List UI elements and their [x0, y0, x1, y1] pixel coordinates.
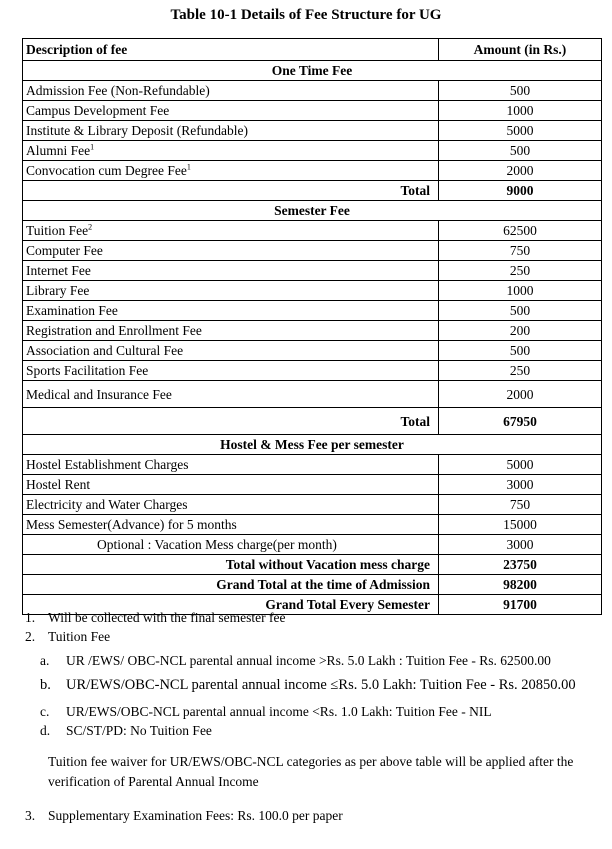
table-row: [23, 261, 602, 281]
fee-amount: 750: [439, 495, 602, 515]
total-amount: 23750: [439, 555, 602, 575]
sub-letter: b.: [40, 677, 51, 693]
sub-text: SC/ST/PD: No Tuition Fee: [66, 723, 212, 738]
note-number: 2.: [25, 629, 36, 644]
fee-amount: 1000: [439, 101, 602, 121]
fee-structure-table: [22, 38, 602, 615]
table-row: [23, 341, 602, 361]
table-row: [23, 321, 602, 341]
note-number: 1.: [25, 610, 36, 625]
fee-amount: 500: [439, 81, 602, 101]
fee-label: Association and Cultural Fee: [23, 341, 439, 361]
note-2a: [22, 651, 607, 670]
fee-label: Electricity and Water Charges: [23, 495, 439, 515]
fee-label: Medical and Insurance Fee: [23, 381, 439, 408]
fee-amount: 200: [439, 321, 602, 341]
fee-label: Admission Fee (Non-Refundable): [23, 81, 439, 101]
sub-text: UR /EWS/ OBC-NCL parental annual income >Rs. 5.0 Lakh : Tuition Fee - Rs. 62500.00: [66, 653, 551, 668]
fee-label: Tuition Fee: [26, 223, 89, 238]
fee-label-cell: [23, 161, 439, 181]
fee-label: Internet Fee: [23, 261, 439, 281]
table-row: [23, 281, 602, 301]
optional-amount: 3000: [439, 535, 602, 555]
section-heading-row: [23, 61, 602, 81]
one-time-fee-heading: One Time Fee: [23, 61, 602, 81]
sub-text: UR/EWS/OBC-NCL parental annual income ≤Rs. 5.0 Lakh: Tuition Fee - Rs. 20850.00: [66, 677, 576, 693]
fee-label-cell: [23, 141, 439, 161]
fee-label: Registration and Enrollment Fee: [23, 321, 439, 341]
amount-header: Amount (in Rs.): [439, 39, 602, 61]
fee-amount: 250: [439, 361, 602, 381]
table-row: [23, 221, 602, 241]
note-3: [22, 806, 607, 825]
table-row: [23, 161, 602, 181]
fee-label-cell: [23, 221, 439, 241]
fee-amount: 5000: [439, 121, 602, 141]
table-title: Table 10-1 Details of Fee Structure for UG: [170, 7, 442, 23]
fee-amount: 500: [439, 141, 602, 161]
sub-text: UR/EWS/OBC-NCL parental annual income <Rs. 1.0 Lakh: Tuition Fee - NIL: [66, 704, 492, 719]
fee-label: Library Fee: [23, 281, 439, 301]
note-number: 3.: [25, 808, 36, 823]
note-2c: [22, 702, 607, 721]
total-amount: 9000: [439, 181, 602, 201]
fee-label: Examination Fee: [23, 301, 439, 321]
fee-amount: 750: [439, 241, 602, 261]
fee-amount: 1000: [439, 281, 602, 301]
table-row: [23, 495, 602, 515]
hostel-mess-fee-heading: Hostel & Mess Fee per semester: [23, 435, 602, 455]
total-label: Total: [23, 408, 439, 435]
fee-amount: 250: [439, 261, 602, 281]
grand-total-semester-value: 91700: [439, 595, 602, 615]
fee-amount: 2000: [439, 161, 602, 181]
note-text: Tuition Fee: [48, 629, 111, 644]
grand-total-admission-value: 98200: [439, 575, 602, 595]
section-heading-row: [23, 435, 602, 455]
fee-amount: 2000: [439, 381, 602, 408]
fee-amount: 500: [439, 301, 602, 321]
table-row: [23, 381, 602, 408]
total-row: [23, 181, 602, 201]
table-row: [23, 361, 602, 381]
table-row: [23, 515, 602, 535]
description-header: Description of fee: [23, 39, 439, 61]
table-row: [23, 301, 602, 321]
fee-label: Institute & Library Deposit (Refundable): [23, 121, 439, 141]
sub-letter: c.: [40, 704, 50, 719]
fee-amount: 3000: [439, 475, 602, 495]
total-label: Total without Vacation mess charge: [23, 555, 439, 575]
fee-label: Hostel Rent: [23, 475, 439, 495]
fee-amount: 5000: [439, 455, 602, 475]
table-row: [23, 101, 602, 121]
note-text: Will be collected with the final semester fee: [48, 610, 286, 625]
fee-label: Convocation cum Degree Fee: [26, 163, 187, 178]
note-2d: [22, 721, 607, 740]
footnote-marker: 1: [186, 162, 191, 172]
grand-total-semester-label: Grand Total Every Semester: [23, 595, 439, 615]
footnote-marker: 2: [88, 222, 93, 232]
footnotes: [22, 608, 607, 825]
total-label: Total: [23, 181, 439, 201]
fee-label: Alumni Fee: [26, 143, 91, 158]
total-amount: 67950: [439, 408, 602, 435]
table-row: [23, 455, 602, 475]
optional-row: [23, 535, 602, 555]
grand-total-admission-label: Grand Total at the time of Admission: [23, 575, 439, 595]
table-row: [23, 121, 602, 141]
table-row: [23, 241, 602, 261]
fee-amount: 62500: [439, 221, 602, 241]
fee-label: Campus Development Fee: [23, 101, 439, 121]
fee-label: Mess Semester(Advance) for 5 months: [23, 515, 439, 535]
table-header-row: [23, 39, 602, 61]
grand-total-admission-row: [23, 575, 602, 595]
waiver-paragraph: Tuition fee waiver for UR/EWS/OBC-NCL categories as per above table will be applied after the verification of Parental Annual Income: [48, 754, 574, 789]
fee-amount: 15000: [439, 515, 602, 535]
note-1: [22, 608, 607, 627]
fee-label: Hostel Establishment Charges: [23, 455, 439, 475]
sub-letter: a.: [40, 653, 50, 668]
sub-letter: d.: [40, 723, 51, 738]
footnote-marker: 1: [90, 142, 95, 152]
note-text: Supplementary Examination Fees: Rs. 100.0 per paper: [48, 808, 343, 823]
table-row: [23, 475, 602, 495]
table-row: [23, 141, 602, 161]
note-2: [22, 627, 607, 646]
note-2b: [22, 670, 607, 700]
total-row: [23, 408, 602, 435]
fee-amount: 500: [439, 341, 602, 361]
semester-fee-heading: Semester Fee: [23, 201, 602, 221]
fee-label: Computer Fee: [23, 241, 439, 261]
optional-label: Optional : Vacation Mess charge(per month): [23, 535, 439, 555]
total-row: [23, 555, 602, 575]
table-row: [23, 81, 602, 101]
section-heading-row: [23, 201, 602, 221]
fee-label: Sports Facilitation Fee: [23, 361, 439, 381]
